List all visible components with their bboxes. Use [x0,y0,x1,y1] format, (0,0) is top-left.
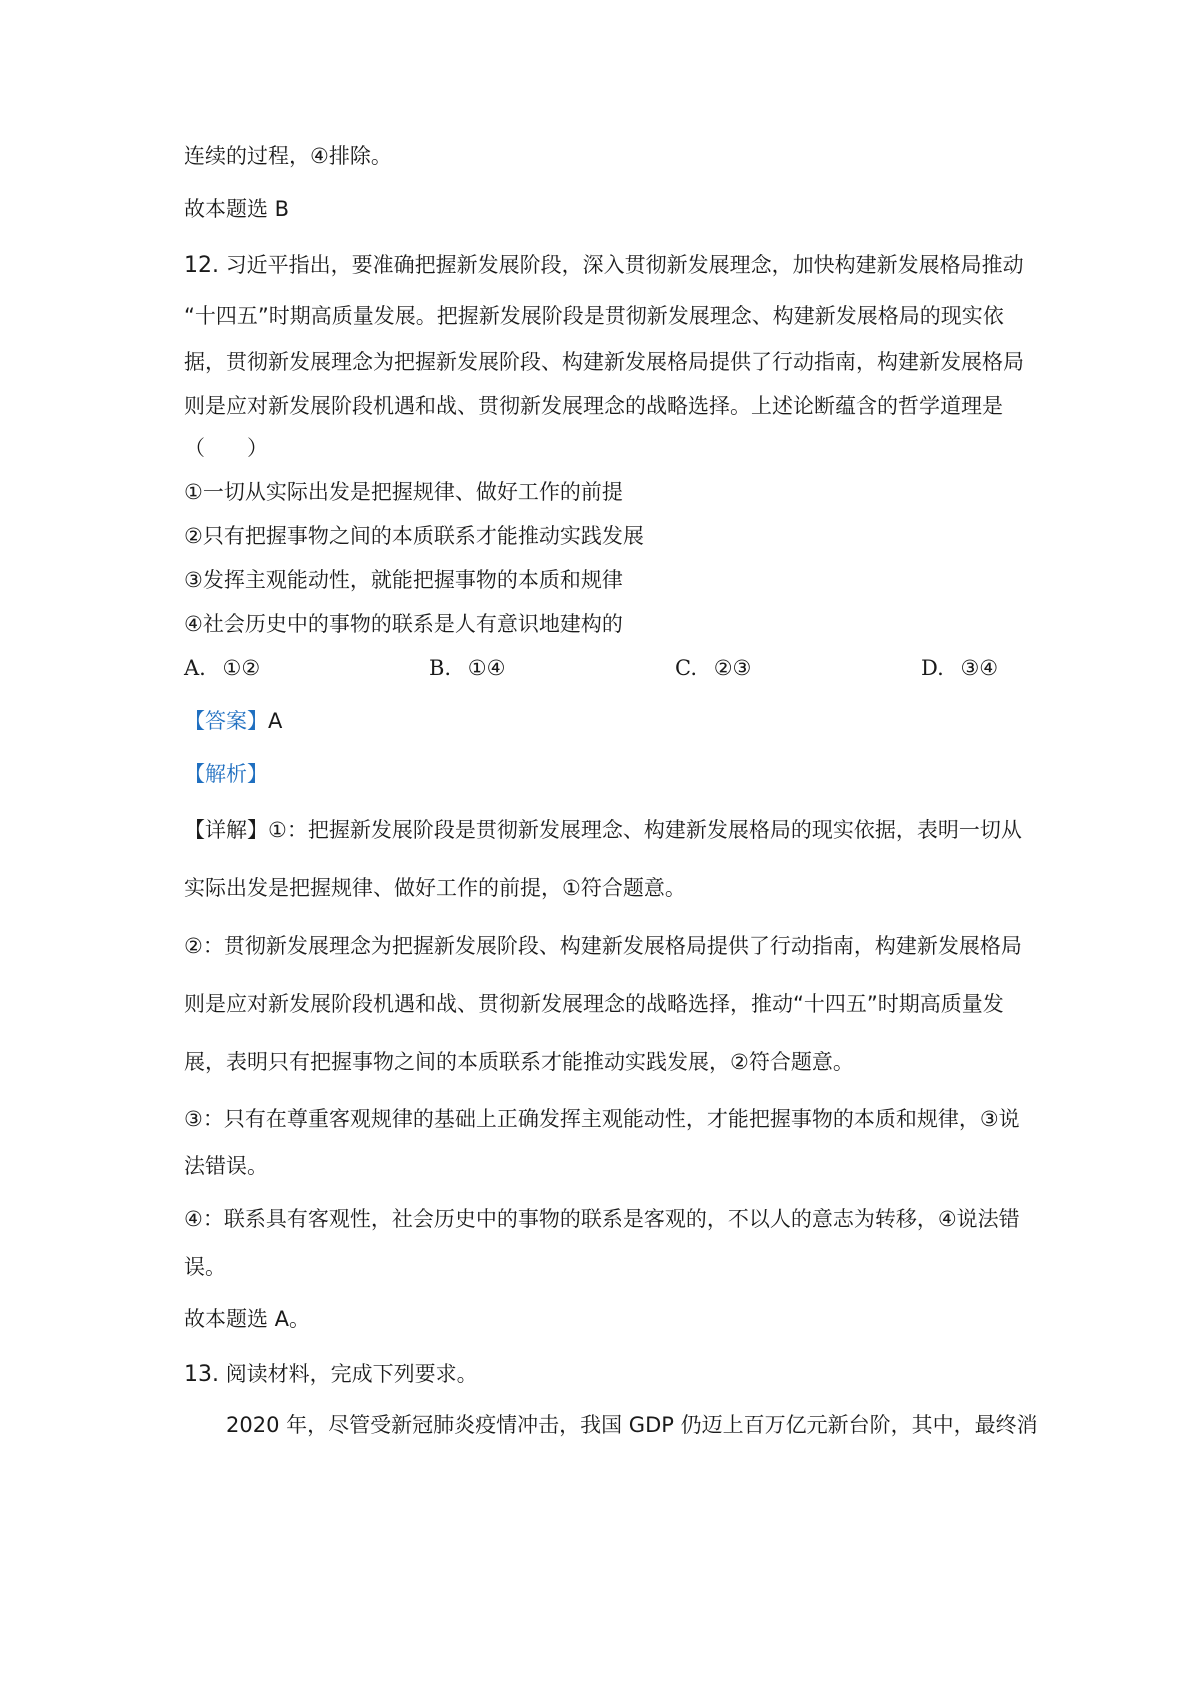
analysis-tag: 【解析】 [184,762,268,786]
prev-line-1: 连续的过程，④排除。 [184,144,392,168]
statement-2: ②只有把握事物之间的本质联系才能推动实践发展 [184,524,644,548]
option-label: D. [921,656,944,680]
option-label: A. [184,656,206,680]
explanation-line-8: ④：联系具有客观性，社会历史中的事物的联系是客观的，不以人的意志为转移，④说法错 [184,1207,1020,1231]
option-d [921,654,998,682]
explanation-line-4: 则是应对新发展阶段机遇和战、贯彻新发展理念的战略选择，推动“十四五”时期高质量发 [184,992,1004,1016]
material-line-1: 2020 年，尽管受新冠肺炎疫情冲击，我国 GDP 仍迈上百万亿元新台阶，其中，最终消 [226,1413,1038,1437]
option-label: C. [675,656,697,680]
option-b [429,654,505,682]
answer-line [184,707,282,735]
answer-value: A [268,709,283,733]
question-number: 12. [184,253,219,278]
explanation-text: ①：把握新发展阶段是贯彻新发展理念、构建新发展格局的现实依据，表明一切从 [268,818,1022,842]
statement-3: ③发挥主观能动性，就能把握事物的本质和规律 [184,568,623,592]
option-text: ①② [222,656,261,680]
explanation-line-7: 法错误。 [184,1154,268,1178]
detail-tag: 【详解】 [184,818,268,842]
explanation-line-2: 实际出发是把握规律、做好工作的前提，①符合题意。 [184,876,686,900]
conclusion-line: 故本题选 A。 [184,1307,311,1331]
explanation-line-3: ②：贯彻新发展理念为把握新发展阶段、构建新发展格局提供了行动指南，构建新发展格局 [184,934,1022,958]
option-text: ③④ [960,656,999,680]
option-a [184,654,260,682]
explanation-line-6: ③：只有在尊重客观规律的基础上正确发挥主观能动性，才能把握事物的本质和规律，③说 [184,1107,1020,1131]
statement-1: ①一切从实际出发是把握规律、做好工作的前提 [184,480,623,504]
explanation-line-9: 误。 [184,1255,226,1279]
question-number: 13. [184,1362,219,1387]
question-12-line-4: 则是应对新发展阶段机遇和战、贯彻新发展理念的战略选择。上述论断蕴含的哲学道理是 [184,394,1003,418]
answer-tag: 【答案】 [184,709,268,733]
question-12-line-2: “十四五”时期高质量发展。把握新发展阶段是贯彻新发展理念、构建新发展格局的现实依 [184,304,1004,328]
option-c [675,654,751,682]
explanation-line-5: 展，表明只有把握事物之间的本质联系才能推动实践发展，②符合题意。 [184,1050,854,1074]
prev-line-2: 故本题选 B [184,197,290,221]
statement-4: ④社会历史中的事物的联系是人有意识地建构的 [184,612,623,636]
question-13-line-1 [184,1360,478,1389]
question-12-bracket: （ ） [184,436,268,460]
question-12-line-1 [184,251,1024,280]
option-label: B. [429,656,452,680]
question-stem-text: 阅读材料，完成下列要求。 [225,1362,478,1386]
question-12-line-3: 据，贯彻新发展理念为把握新发展阶段、构建新发展格局提供了行动指南，构建新发展格局 [184,350,1024,374]
explanation-line-1 [184,816,1022,844]
question-stem-text: 习近平指出，要准确把握新发展阶段，深入贯彻新发展理念，加快构建新发展格局推动 [225,253,1024,277]
option-text: ①④ [467,656,506,680]
option-text: ②③ [713,656,752,680]
